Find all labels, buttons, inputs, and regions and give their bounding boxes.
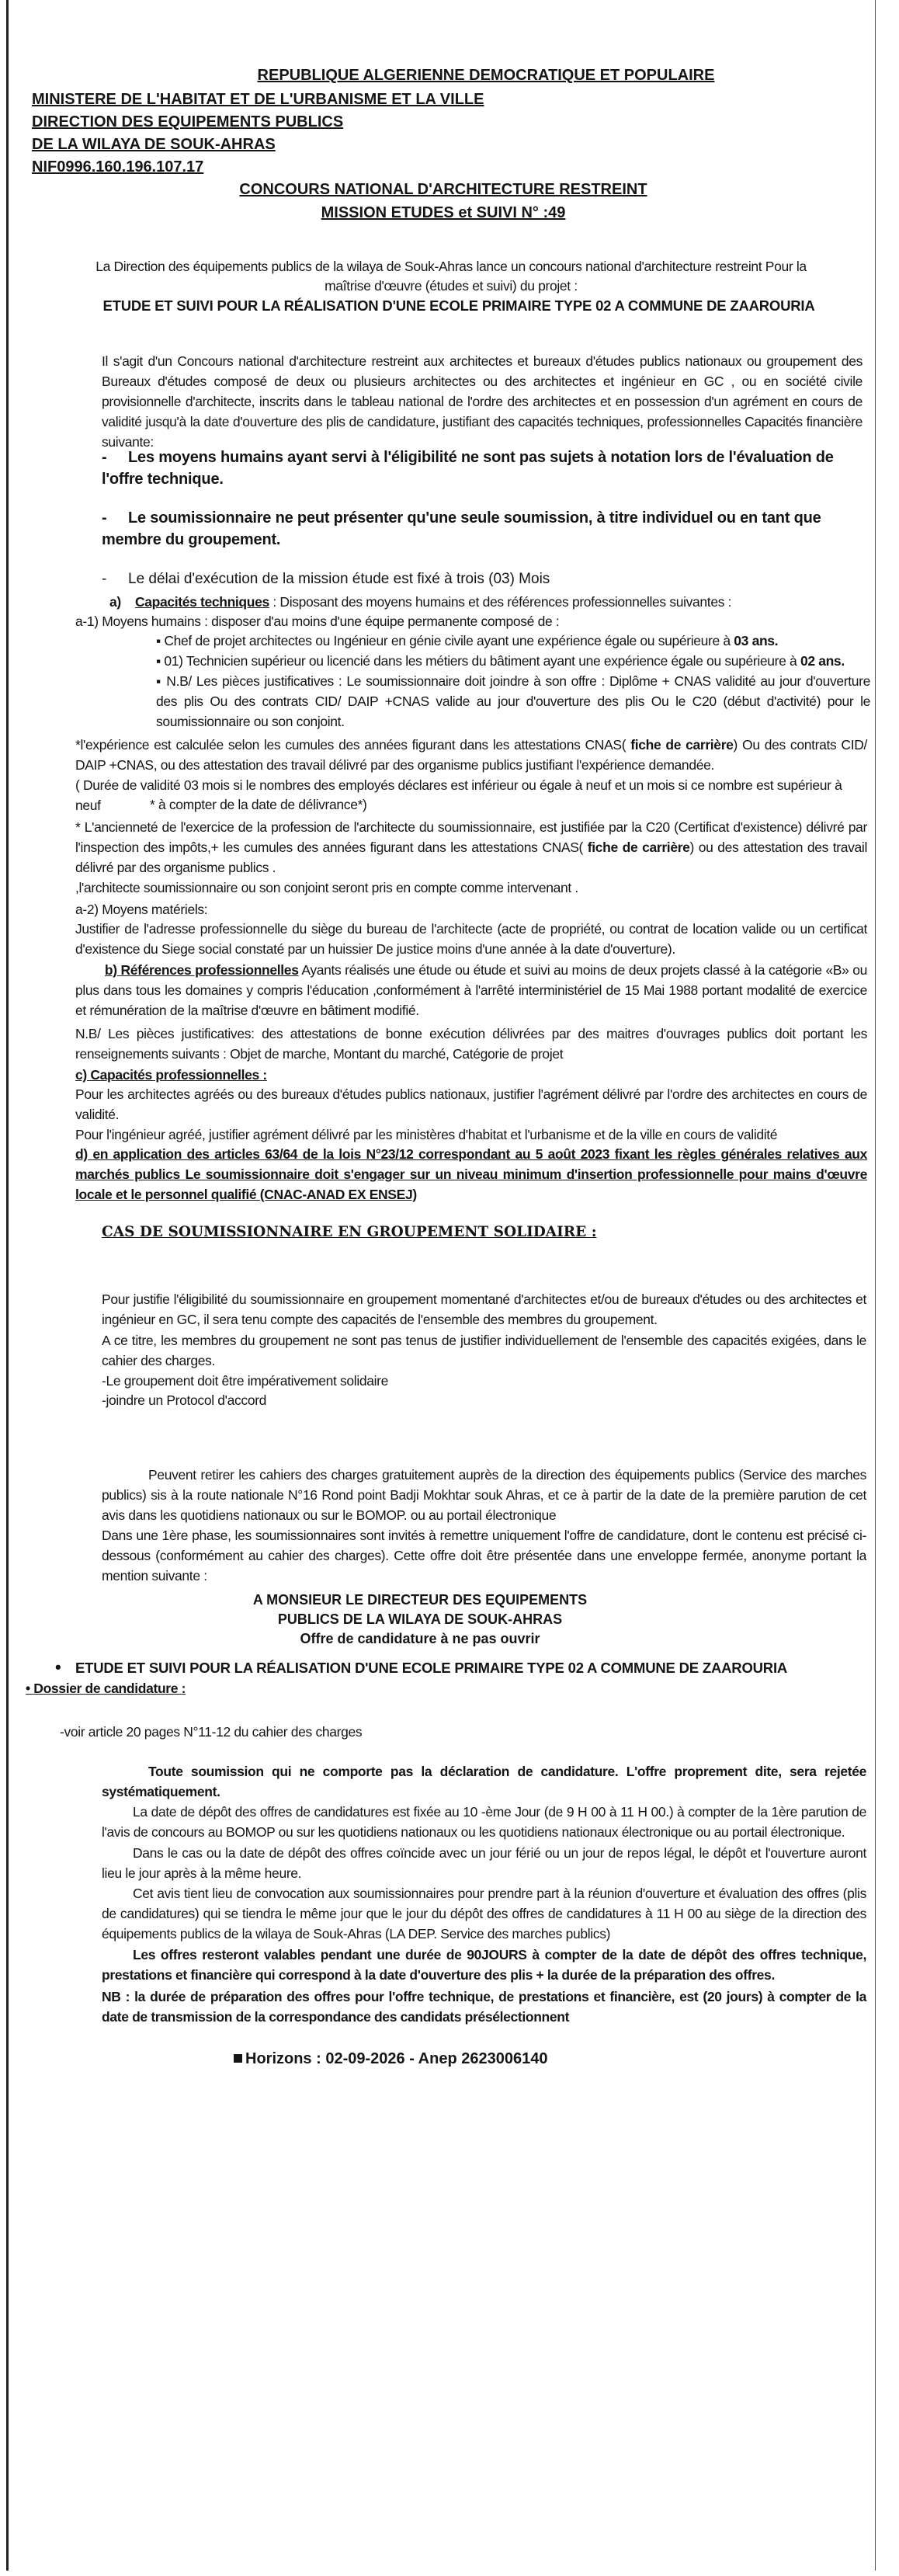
seniority-note: * L'ancienneté de l'exercice de la profession de l'architecte du soumissionnaire, est justifiée par la C20 (Certificat d'existence) délivré par l'inspection des impôts,+ les cumules des années figurant dans les attestations CNAS( fiche de carrière) ou des attestation des travail délivré par des organisme publics . [75,819,868,875]
human-means-note: - Les moyens humains ayant servi à l'éligibilité ne sont pas sujets à notation lors de l'évaluation de l'offre technique. [102,449,834,488]
eligibility-paragraph: Il s'agit d'un Concours national d'architecture restreint aux architectes et bureaux d'études publics nationaux ou groupement des Bureaux d'études composé de deux ou plusieurs architectes ou des architectes et ingénieur en GC , ou en société civile provisionnelle d'architecte, inscrits dans le tableau national de l'ordre des architectes et en possession d'un agrément en cours de validité jusqu'à la date d'ouverture des plis de candidature, justifiant des capacités techniques, professionnelles Capacités financière suivante: [102,353,863,450]
holiday-rule-text: Dans le cas ou la date de dépôt des offres coïncide avec un jour férié ou un jour de repos légal, le dépôt et l'ouverture auront lieu le jour après à la même heure. [102,1845,866,1881]
validity-duration-note-2: * à compter de la date de délivrance*) [150,797,367,812]
consortium-protocol-text: -joindre un Protocol d'accord [102,1392,267,1408]
project-chief-item: ▪ Chef de projet architectes ou Ingénieur en génie civile ayant une expérience égale ou supérieure à 03 ans. [156,633,779,648]
ministry-heading: MINISTERE DE L'HABITAT ET DE L'URBANISME ET LA VILLE [32,91,484,108]
direction-heading: DIRECTION DES EQUIPEMENTS PUBLICS [32,113,344,130]
consortium-solidarity-text: -Le groupement doit être impérativement solidaire [102,1373,389,1389]
intro-line-2: maîtrise d'œuvre (études et suivi) du projet : [325,278,578,294]
validity-duration-note: ( Durée de validité 03 mois si le nombres des employés déclares est inférieur ou égale à neuf et un mois si ce nombre est supérieur à neuf [75,777,842,813]
do-not-open-mention: Offre de candidature à ne pas ouvrir [300,1631,540,1646]
intro-line-1: La Direction des équipements publics de la wilaya de Souk-Ahras lance un concours national d'architecture restreint Pour la [95,259,807,274]
local-insertion-commitment: d) en application des articles 63/64 de la lois N°23/12 correspondant au 5 août 2023 fixant les règles générales relatives aux marchés publics Le soumissionnaire doit s'engager sur un niveau minimum d'insertion professionnelle pour mains d'œuvre locale et le personnel qualifié (CNAC-ANAD EX ENSEJ) [75,1146,867,1202]
justification-note-2: N.B/ Les pièces justificatives: des attestations de bonne exécution délivrées par des maitres d'ouvrages publics doit portant les renseignements suivants : Objet de marche, Montant du marché, Catégorie de projet [75,1026,867,1062]
architect-approval-text: Pour les architectes agréés ou des bureaux d'études publics nationaux, justifier l'agrément délivré par l'ordre des architectes en cours de validité. [75,1086,867,1122]
publication-footer: Horizons : 02-09-2026 - Anep 2623006140 [234,2050,547,2068]
validity-period-text: Les offres resteront valables pendant une durée de 90JOURS à compter de la date de dépôt des offres technique, prestations et financière qui correspond à la date d'ouverture des plis + la durée de la préparation des offres. [102,1947,866,1983]
application-file-heading: • Dossier de candidature : [26,1681,186,1696]
nif-number: NIF0996.160.196.107.17 [32,158,204,176]
technician-item: ▪ 01) Technicien supérieur ou licencié dans les métiers du bâtiment ayant une expérience égale ou supérieure à 02 ans. [156,653,845,669]
experience-note: *l'expérience est calculée selon les cumules des années figurant dans les attestations CNAS( fiche de carrière) Ou des contrats CID/ DAIP +CNAS, ou des attestation des travail délivré par des organisme publics justifiant l'expérience demandée. [75,737,868,773]
address-line-2: PUBLICS DE LA WILAYA DE SOUK-AHRAS [277,1611,563,1627]
first-phase-text: Dans une 1ère phase, les soumissionnaires sont invités à remettre uniquement l'offre de candidature, dont le contenu est précisé ci-dessous (conformément au cahier des charges). Cette offre doit être présentée dans une enveloppe fermée, anonyme portant la mention suivante : [102,1528,866,1583]
address-line-1: A MONSIEUR LE DIRECTEUR DES EQUIPEMENTS [252,1592,588,1608]
professional-references: b) Références professionnelles Ayants réalisés une étude ou étude et suivi au moins de deux projets classé à la catégorie «B» ou plus dans tous les domaines y compris l'éducation ,conformément à l'arrêté interministériel de 15 Mai 1988 portant modalité de exercice et rémunération de la maîtrise d'œuvre en bâtiment modifié. [75,962,867,1018]
deposit-date-text: La date de dépôt des offres de candidatures est fixée au 10 -ème Jour (de 9 H 00 à 11 H 00.) à compter de la 1ère parution de l'avis de concours au BOMOP ou sur les quotidiens nationaux ou les quotidiens nationaux électronique ou au portail électronique. [102,1804,866,1840]
mission-title: MISSION ETUDES et SUIVI N° :49 [321,204,566,221]
rejection-note: Toute soumission qui ne comporte pas la déclaration de candidature. L'offre proprement dite, sera rejetée systématiquement. [102,1764,866,1799]
justification-item: ▪ N.B/ Les pièces justificatives : Le soumissionnaire doit joindre à son offre : Diplôme + CNAS validité au jour d'ouverture des plis Ou des contrats CID/ DAIP +CNAS valide au jour d'ouverture des plis Ou le C20 (début d'activité) pour le soumissionnaire ou son conjoint. [156,673,870,729]
technical-capacities-heading: a) Capacités techniques : Disposant des moyens humains et des références professionnelles suivantes : [109,594,732,610]
delay-note: - Le délai d'exécution de la mission étude est fixé à trois (03) Mois [102,571,550,587]
project-bullet: • ETUDE ET SUIVI POUR LA RÉALISATION D'UNE ECOLE PRIMAIRE TYPE 02 A COMMUNE DE ZAAROURIA [55,1657,788,1677]
material-means-heading: a-2) Moyens matériels: [75,902,208,917]
preparation-time-note: NB : la durée de préparation des offres pour l'offre technique, de prestations et financière, est (20 jours) à compter de la date de transmission de la correspondance des candidats présélectionnent [102,1989,866,2025]
consortium-capacities-text: A ce titre, les membres du groupement ne sont pas tenus de justifier individuellement de l'ensemble des capacités exigées, dans le cahier des charges. [102,1333,866,1368]
human-means-heading: a-1) Moyens humains : disposer d'au moins d'une équipe permanente composé de : [75,614,560,629]
contest-title: CONCOURS NATIONAL D'ARCHITECTURE RESTREINT [239,181,647,198]
consortium-heading: CAS DE SOUMISSIONNAIRE EN GROUPEMENT SOLIDAIRE : [102,1224,597,1240]
project-title: ETUDE ET SUIVI POUR LA RÉALISATION D'UNE ECOLE PRIMAIRE TYPE 02 A COMMUNE DE ZAAROURIA [102,297,815,314]
engineer-approval-text: Pour l'ingénieur agréé, justifier agrément délivré par les ministères d'habitat et l'urbanisme et de la ville en cours de validité [75,1127,778,1142]
professional-capacities-heading: c) Capacités professionnelles : [75,1067,267,1083]
specifications-reference: -voir article 20 pages N°11-12 du cahier des charges [60,1724,363,1740]
specifications-withdrawal-text: Peuvent retirer les cahiers des charges gratuitement auprès de la direction des équipements publics (Service des marches publics) sis à la route nationale N°16 Rond point Badji Mokhtar souk Ahras, et ce à partir de la date de la première parution de cet avis dans les quotidiens nationaux ou sur le BOMOP. ou au portail électronique [102,1467,866,1523]
material-means-text: Justifier de l'adresse professionnelle du siège du bureau de l'architecte (acte de propriété, ou contrat de location valide ou un certificat d'existence du Siege social constaté par un huissier De justice moins d'une année à la date d'ouverture). [75,921,867,957]
spouse-note: ,l'architecte soumissionnaire ou son conjoint seront pris en compte comme intervenant . [75,880,578,895]
single-submission-text: Le soumissionnaire ne peut présenter qu'une seule soumission, à titre individuel ou en tant que membre du groupement. [102,509,821,548]
wilaya-heading: DE LA WILAYA DE SOUK-AHRAS [32,136,276,153]
square-bullet-icon [234,2054,242,2063]
consortium-eligibility-text: Pour justifie l'éligibilité du soumissionnaire en groupement momentané d'architectes et/ou de bureaux d'études ou des architectes et ingénieur en GC, il sera tenu compte des capacités de l'ensemble des membres du groupement. [102,1291,866,1327]
opening-meeting-text: Cet avis tient lieu de convocation aux soumissionnaires pour prendre part à la réunion d'ouverture et évaluation des offres (plis de candidatures) qui se tiendra le même jour que le jour du dépôt des offres de candidatures à 11 H 00 au siège de la direction des équipements publics de la wilaya de Souk-Ahras (LA DEP. Service des marches publics) [102,1886,866,1942]
republic-heading: REPUBLIQUE ALGERIENNE DEMOCRATIQUE ET POPULAIRE [257,67,715,84]
human-means-text: Les moyens humains ayant servi à l'éligibilité ne sont pas sujets à notation lors de l'évaluation de l'offre technique. [102,449,834,488]
delay-text: Le délai d'exécution de la mission étude est fixé à trois (03) Mois [128,571,550,587]
bullet-icon: • [55,1657,61,1677]
announcement-page [6,0,876,2571]
single-submission-note: - Le soumissionnaire ne peut présenter qu'une seule soumission, à titre individuel ou en tant que membre du groupement. [102,509,821,548]
